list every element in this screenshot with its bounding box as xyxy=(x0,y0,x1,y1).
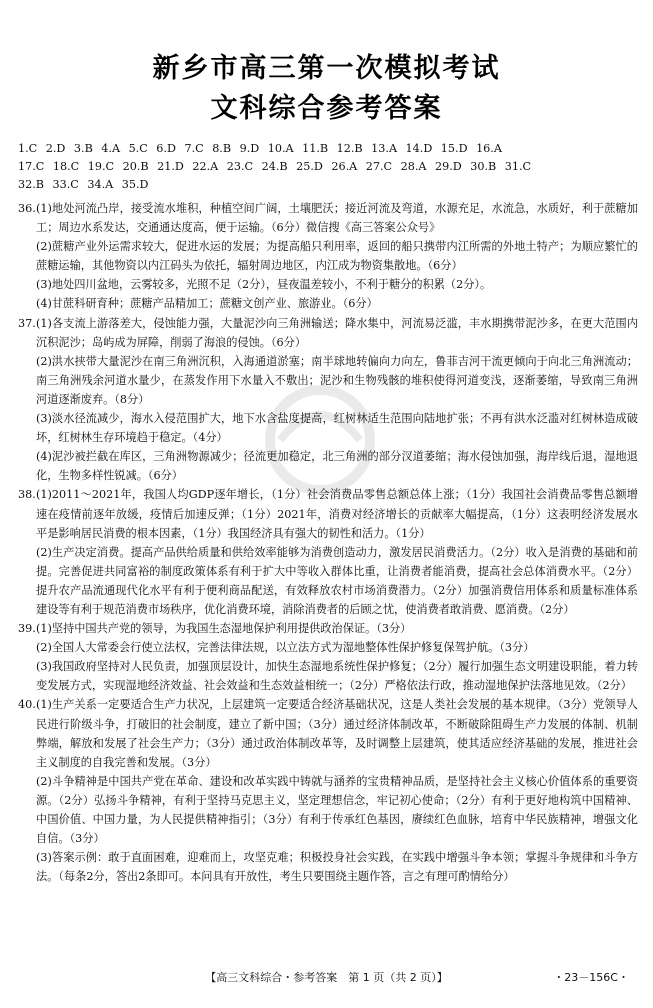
answer-paragraph: (4)甘蔗科研育种；蔗糖产品精加工；蔗糖文创产业、旅游业。（6分） xyxy=(36,297,378,311)
choice-answer: 23.C xyxy=(226,160,254,173)
answer-paragraph: (2)生产决定消费。提高产品供给质量和供给效率能够为消费创造动力，激发居民消费活力。（2分）收入是消费的基础和前提。完善促进共同富裕的制度政策体系有利于扩大中等收入群体比重，让消费者能消费，提高社会总体消费水平。（2分）提升农产品流通现代化水平有利于便利商品配送，有效释放农村市场消费潜力。（2分）加强消费信用体系和质量标准体系建设等有利于规范消费市场秩序，优化消费环境，消除消费者的后顾之忧，使消费者敢消费、愿消费。（2分） xyxy=(36,545,638,616)
answer-row-1 xyxy=(18,140,638,158)
choice-answer: 32.B xyxy=(18,178,45,191)
answer-paragraph: (3)淡水径流减少，海水入侵范围扩大，地下水含盐度提高，红树林适生范围向陆地扩张；不再有洪水泛滥对红树林造成破坏，红树林生存环境趋于稳定。（4分） xyxy=(36,412,638,445)
answer-paragraph: (1)各支流上游落差大，侵蚀能力强，大量泥沙向三角洲输送；降水集中，河流易泛滥，丰水期携带泥沙多，在更大范围内沉积泥沙；岛屿成为屏障，削弱了海浪的侵蚀。（6分） xyxy=(36,316,638,349)
choice-answer: 17.C xyxy=(18,160,45,173)
answer-paragraph: (1)坚持中国共产党的领导，为我国生态湿地保护利用提供政治保证。（3分） xyxy=(36,622,412,636)
choice-answer: 1.C xyxy=(18,142,38,155)
question-number: 36. xyxy=(18,202,36,215)
choice-answer: 28.A xyxy=(400,160,427,173)
page-subtitle: 文科综合参考答案 xyxy=(210,93,443,124)
answer-paragraph: (2)斗争精神是中国共产党在革命、建设和改革实践中铸就与涵养的宝贵精神品质，是坚持社会主义核心价值体系的重要资源。（2分）弘扬斗争精神，有利于坚持马克思主义，坚定理想信念，牢记初心使命；（2分）有利于更好地构筑中国精神、中国价值、中国力量，为人民提供精神指引；（3分）有利于传承红色基因，赓续红色血脉，培育中华民族精神，增强文化自信。（3分） xyxy=(36,774,638,846)
choice-answer: 3.B xyxy=(73,142,93,155)
choice-answer: 27.C xyxy=(365,160,393,173)
answer-row-3 xyxy=(18,176,638,194)
choice-answer: 10.A xyxy=(267,142,294,155)
choice-answer: 13.A xyxy=(371,142,398,155)
choice-answer: 2.D xyxy=(45,142,66,155)
choice-answer: 16.A xyxy=(476,142,502,155)
question-number: 40. xyxy=(18,698,36,712)
question-list xyxy=(18,199,638,886)
answer-paragraph: (2)蔗糖产业外运需求较大，促进水运的发展；为提高船只利用率，返回的船只携带内江所需的外地土特产；为顺应繁忙的蔗糖运输，其他物资以内江码头为依托，辐射周边地区，内江成为物资集散地。（6分） xyxy=(36,240,638,273)
question-40 xyxy=(18,695,638,886)
choice-answer: 20.B xyxy=(122,160,149,173)
choice-answer: 25.D xyxy=(296,160,323,173)
choice-answer: 8.B xyxy=(212,142,232,155)
choice-answer: 7.C xyxy=(184,142,204,155)
choice-answer: 34.A xyxy=(87,178,114,191)
choice-answer: 29.D xyxy=(434,160,462,173)
choice-answer: 21.D xyxy=(157,160,184,173)
question-38 xyxy=(18,485,638,619)
choice-answer: 33.C xyxy=(52,178,79,191)
footer-page-info: 【高三文科综合・参考答案 第 1 页（共 2 页）】 xyxy=(205,971,448,984)
choice-answer: 31.C xyxy=(504,160,532,173)
question-number: 39. xyxy=(18,622,36,636)
choice-answer: 18.C xyxy=(52,160,80,173)
choice-answer: 11.B xyxy=(302,142,329,155)
choice-answer: 24.B xyxy=(261,160,288,173)
choice-answer: 6.D xyxy=(156,142,176,155)
choice-answer: 14.D xyxy=(405,142,433,155)
choice-answer: 35.D xyxy=(121,178,149,191)
question-number: 37. xyxy=(18,316,36,330)
choice-answer: 19.C xyxy=(87,160,115,173)
choice-answer: 12.B xyxy=(336,142,363,155)
footer-code: ・23－156C・ xyxy=(553,971,629,984)
question-39 xyxy=(18,619,638,695)
choice-answer: 4.A xyxy=(101,142,121,155)
answer-paragraph: (4)泥沙被拦截在库区，三角洲物源减少；径流更加稳定，北三角洲的部分汊道萎缩；海水侵蚀加强，海岸线后退，湿地退化，生物多样性锐减。（6分） xyxy=(36,450,638,483)
choice-answer: 5.C xyxy=(128,142,148,155)
page-title: 新乡市高三第一次模拟考试 xyxy=(152,53,501,84)
answer-paragraph: (3)地处四川盆地，云雾较多，光照不足（2分），昼夜温差较小，不利于糖分的积累（2分）。 xyxy=(36,278,492,292)
choice-answer: 22.A xyxy=(192,160,219,173)
answer-paragraph: (2)全国人大常委会行使立法权，完善法律法规，以立法方式为湿地整体性保护修复保驾护航。（3分） xyxy=(36,641,535,655)
question-37 xyxy=(18,314,638,486)
answer-paragraph: (1)2011～2021年，我国人均GDP逐年增长，（1分）社会消费品零售总额总体上涨；（1分）我国社会消费品零售总额增速在疫情前逐年放缓，疫情后加速反弹；（1分）2021年，消费对经济增长的贡献率大幅提高，（1分）这表明经济发展水平是影响居民消费的根本因素，（1分）我国经济具有强大的韧性和活力。（1分） xyxy=(36,488,638,540)
choice-answer: 15.D xyxy=(440,142,468,155)
answer-paragraph: (2)洪水挟带大量泥沙在南三角洲沉积，入海通道淤塞；南半球地转偏向力向左，鲁菲吉河干流更倾向于向北三角洲流动；南三角洲残余河道水量少，在蒸发作用下水量入不敷出；泥沙和生物残骸的堆积使得河道变浅，逐渐萎缩，导致南三角洲河道逐渐废弃。（8分） xyxy=(36,354,638,406)
answer-paragraph: (1)生产关系一定要适合生产力状况，上层建筑一定要适合经济基础状况，这是人类社会发展的基本规律。（3分）党领导人民进行阶级斗争，打破旧的社会制度，建立了新中国；（3分）通过经济体制改革，不断破除阻碍生产力发展的体制、机制弊端，解放和发展了社会生产力；（3分）通过政治体制改革等，及时调整上层建筑，使其适应经济基础的发展，推进社会主义制度的自我完善和发展。（3分） xyxy=(36,698,638,769)
answer-paragraph: (3)答案示例：敢于直面困难，迎难而上，攻坚克难；积极投身社会实践，在实践中增强斗争本领；掌握斗争规律和斗争方法。（每条2分，答出2条即可。本问具有开放性，考生只要围绕主题作答，言之有理可酌情给分） xyxy=(36,851,638,884)
choice-answer: 9.D xyxy=(239,142,260,155)
question-36 xyxy=(18,199,638,314)
choice-answers xyxy=(18,140,638,194)
choice-answer: 30.B xyxy=(470,160,497,173)
choice-answer: 26.A xyxy=(331,160,358,173)
answer-row-2 xyxy=(18,158,638,176)
answer-paragraph: (3)我国政府坚持对人民负责，加强顶层设计，加快生态湿地系统性保护修复；（2分）履行加强生态文明建设职能，着力转变发展方式，实现湿地经济效益、社会效益和生态效益相统一；（2分）严格依法行政，推动湿地保护法落地见效。（2分） xyxy=(36,660,638,693)
answer-paragraph: (1)地处河流凸岸，接受流水堆积，种植空间广阔，土壤肥沃；接近河流及弯道，水源充足，水流急，水质好，利于蔗糖加工；周边水系发达，交通通达度高，便于运输。（6分）微信搜《高三答案公众号》 xyxy=(36,202,638,235)
question-number: 38. xyxy=(18,488,36,502)
